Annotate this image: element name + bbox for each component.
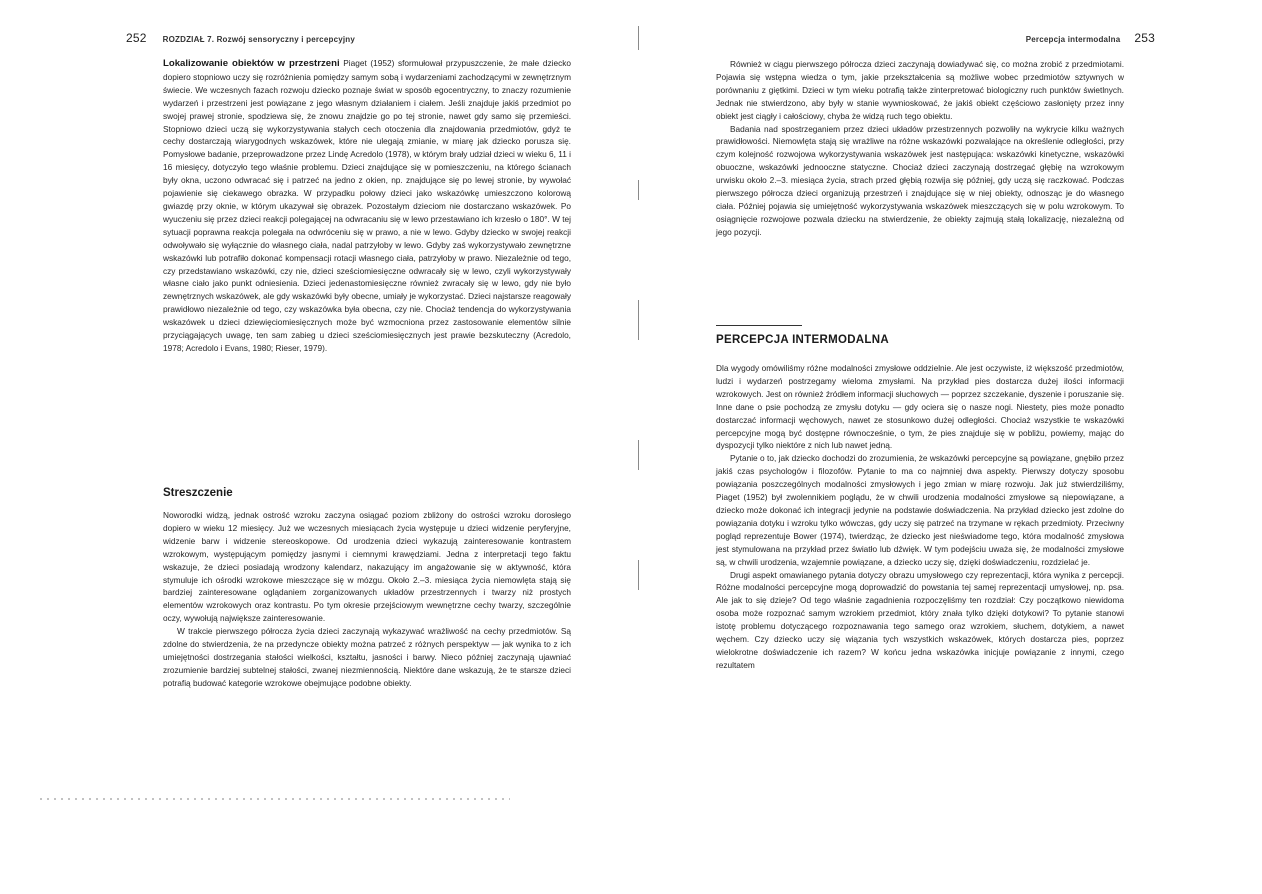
intermodal-section — [716, 362, 1124, 672]
left-lead-section — [163, 57, 571, 355]
right-page — [631, 0, 1262, 894]
section-rule — [716, 325, 802, 326]
right-intro-section — [716, 58, 1124, 239]
scan-noise — [40, 798, 510, 800]
right-chapter-section: Percepcja intermodalna — [1025, 35, 1121, 44]
section-heading: PERCEPCJA INTERMODALNA — [716, 334, 889, 346]
right-paragraph-3: Dla wygody omówiliśmy różne modalności zmysłowe oddzielnie. Ale jest oczywiste, iż większość przedmiotów, ludzi i wydarzeń postrzegamy wieloma zmysłami. Na przykład pies dostarcza dużej ilości informacji wzrokowych. Jest on również źródłem informacji słuchowych — poprzez szczekanie, dyszenie i poruszanie się. Inne dane o psie pochodzą ze zmysłu dotyku — gdy ociera się o nasze nogi. Niestety, pies może ponadto dostarczać informacji węchowych, nawet ze stosunkowo dużej odległości. Chociaż wszystkie te wskazówki percepcyjne mogą być dostępne równocześnie, o tym, że pies znajduje się w pobliżu, powiemy, mając do dyspozycji tylko niektóre z nich lub nawet jedną. — [716, 363, 1124, 451]
lead-paragraph — [163, 57, 571, 355]
left-running-head — [126, 31, 355, 47]
lead-text: Piaget (1952) sformułował przypuszczenie, że małe dziecko dopiero stopniowo uczy się rozróżnienia pomiędzy samym sobą i wydarzeniami zachodzącymi w zewnętrznym świecie. We wczesnych fazach rozwoju dziecko poznaje świat w sposób egocentryczny, to znaczy rozumienie wydarzeń i przestrzeni jest powiązane z jego własnym działaniem i ciałem. Jeśli znajduje jakiś przedmiot po swojej prawej stronie, spodziewa się, że znowu znajdzie go po tej stronie, nawet gdy samo się przemieści. Stopniowo dzieci uczą się wykorzystywania stałych cech otoczenia dla znajdowania przedmiotów, gdyż te cechy dostarczają wiarygodnych wskazówek, które nie ulegają zmianie, w miarę jak dziecko porusza się. Pomysłowe badanie, przeprowadzone przez Lindę Acredolo (1978), w którym brały udział dzieci w wieku 6, 11 i 16 miesięcy, dotyczyło tego właśnie problemu. Dzieci znajdujące się w pomieszczeniu, na którego ścianach były okna, uczono odwracać się i patrzeć na jedno z okien, np. znajdujące się po lewej stronie, by wywołać pojawienie się ciekawego obrazka. W przypadku połowy dzieci jako wskazówkę umieszczono kolorową gwiazdę przy oknie, w którym ukazywał się obrazek. Pozostałym dzieciom nie dostarczano wskazówek. Po wyuczeniu się przez dzieci reakcji polegającej na odwracaniu się w lewo przestawiano ich krzesło o 180°. W tej sytuacji poprawna reakcja polegała na odwróceniu się w prawo, a nie w lewo. Gdyby dziecko w swojej reakcji odwoływało się wyłącznie do własnego ciała, nadal patrzyłoby w lewo. Gdyby zaś wykorzystywało zewnętrzne wskazówki lub potrafiło dokonać kompensacji rotacji własnego ciała, patrzyłoby w prawo. Niezależnie od tego, czy przedstawiano wskazówki, czy nie, dzieci sześciomiesięczne odwracały się w lewo, czyli wykorzystywały własne ciało jako punkt odniesienia. Dzieci jedenastomiesięczne również zwracały się w lewo, gdy nie było zewnętrznych wskazówek, ale gdy wskazówki były obecne, umiały je wykorzystać. Dzieci najstarsze reagowały prawidłowo niezależnie od tego, czy wskazówka była obecna, czy nie. Chociaż tendencja do wykorzystywania wskazówek u dzieci dziewięciomiesięcznych może być wzmocniona przez zastosowanie elementów silnie przyciągających uwagę, ten sam zabieg u dzieci sześciomiesięcznych jest prawie bezskuteczny (Acredolo, 1978; Acredolo i Evans, 1980; Rieser, 1979). — [163, 58, 571, 353]
right-paragraph-5: Drugi aspekt omawianego pytania dotyczy obrazu umysłowego czy reprezentacji, która wynika z percepcji. Różne modalności percepcyjne mogą doprowadzić do powstania tej samej reprezentacji umysłowej, np. psa. Ale jak to się dzieje? Od tego właśnie zagadnienia rozpoczęliśmy ten rozdział: Czy początkowo niewidoma osoba może rozpoznać samym wzrokiem przedmiot, który znała tylko dzięki dotykowi? To pytanie stanowi istotę problemu dotyczącego rozpoznawania tego samego oraz wzrokiem, słuchem, dotykiem, a nawet węchem. Czy dziecko uczy się wiązania tych wszystkich wskazówek, których dostarcza pies, poprzez wielokrotne doświadczenie ich razem? W końcu jedna wskazówka inicjuje powiązanie z innymi, czego rezultatem — [716, 569, 1124, 670]
summary-heading: Streszczenie — [163, 487, 233, 499]
right-running-head — [1003, 31, 1155, 47]
left-page-number: 252 — [126, 31, 147, 45]
lead-heading: Lokalizowanie obiektów w przestrzeni — [163, 58, 340, 69]
right-paragraph-1: Również w ciągu pierwszego półrocza dzieci zaczynają dowiadywać się, co można zrobić z przedmiotami. Pojawia się wstępna wiedza o tym, jakie przekształcenia są możliwe wobec przedmiotów sztywnych w porównaniu z giętkimi. Dzieci w tym wieku potrafią także zinterpretować biologiczny ruch punktów świetlnych. Jednak nie stwierdzono, aby były w stanie wywnioskować, że jakiś obiekt częściowo zasłonięty przez inny obiekt jest ciągły i całościowy, chyba że widzą ruch tego obiektu. — [716, 59, 1124, 121]
right-paragraph-2: Badania nad spostrzeganiem przez dzieci układów przestrzennych pozwoliły na wykrycie kilku ważnych prawidłowości. Niemowlęta stają się wrażliwe na różne wskazówki pozwalające na określenie odległości, przy czym kolejność rozwojowa wykorzystywania wskazówek jest następująca: wskazówki kinetyczne, wskazówki obuoczne, wskazówki jednooczne statyczne. Chociaż dzieci zaczynają dostrzegać głębię na wzrokowym urwisku około 2.–3. miesiąca życia, strach przed głębią rozwija się później, gdy uczą się raczkować. Podczas pierwszego półrocza dzieci organizują przestrzeń i znajdujące się w niej obiekty, odnosząc je do własnego ciała. Później pojawia się umiejętność wykorzystywania wskazówek mieszczących się w polu wzrokowym. To osiągnięcie rozwojowe pozwala dziecku na stwierdzenie, że obiekty zajmują stałą lokalizację, niezależną od jego pozycji. — [716, 123, 1124, 237]
summary-paragraph-2: W trakcie pierwszego półrocza życia dzieci zaczynają wykazywać wrażliwość na cechy przedmiotów. Są zdolne do stwierdzenia, że na przedyncze obiekty można patrzeć z różnych perspektyw — jak wynika to z ich umiejętności dostrzegania stałości wielkości, kształtu, jasności i barwy. Nieco później zaczynają ujawniać zrozumienie bardziej subtelnej stałości, zwanej niezmiennością. Niektóre dane wskazują, że te starsze dzieci potrafią budować kategorie wzrokowe obejmujące podobne obiekty. — [163, 626, 571, 688]
summary-paragraph-1: Noworodki widzą, jednak ostrość wzroku zaczyna osiągać poziom zbliżony do ostrości wzroku dorosłego dopiero w wieku 12 miesięcy. Już we wczesnych miesiącach życia występuje u dzieci widzenie peryferyjne, widzenie barw i widzenie stereoskopowe. Od urodzenia dzieci wykazują zainteresowanie kontrastem wzrokowym, występującym pomiędzy jasnymi i ciemnymi krawędziami. Jedna z interpretacji tego faktu wskazuje, że dzieci posiadają wrodzony kalendarz, nakazujący im angażowanie się w aktywność, która stymuluje ich ośrodki wzrokowe mieszczące się w mózgu. Około 2.–3. miesiąca życia niemowlęta stają się bardziej zainteresowane oglądaniem zorganizowanych układów przestrzennych i twarzy niż prostych elementów wzrokowych oraz kontrastu. Po tym okresie przejściowym wewnętrzne cechy twarzy, szczególnie oczy, wywołują największe zainteresowanie. — [163, 510, 571, 624]
summary-section — [163, 509, 571, 690]
left-chapter-title: ROZDZIAŁ 7. Rozwój sensoryczny i percepcyjny — [162, 35, 356, 44]
right-paragraph-4: Pytanie o to, jak dziecko dochodzi do zrozumienia, że wskazówki percepcyjne są powiązane, gnębiło przez jakiś czas psychologów i filozofów. Pytanie to ma co najmniej dwa aspekty. Pierwszy dotyczy sposobu powiązania poszczególnych modalności zmysłowych i jego zmian w miarę rozwoju. Jak już stwierdziliśmy, Piaget (1952) był zwolennikiem poglądu, że w chwili urodzenia modalności zmysłowe są niepowiązane, a dziecko może dokonać ich integracji jedynie na podstawie doświadczenia. Na przykład dziecko jest zdolne do powiązania dotyku i wzroku tylko wówczas, gdy uczy się patrzeć na trzymane w rękach przedmioty. Przeciwny pogląd reprezentuje Bower (1974), twierdząc, że dziecko jest nieświadome tego, która modalność zmysłowa jest stymulowana na przykład przez światło lub dźwięk. W tym podejściu uważa się, że modalności zmysłowe są, w chwili urodzenia, wzajemnie powiązane, a dziecko uczy się, dzięki doświadczeniu, rozdzielać je. — [716, 453, 1124, 567]
right-page-number: 253 — [1134, 31, 1155, 45]
